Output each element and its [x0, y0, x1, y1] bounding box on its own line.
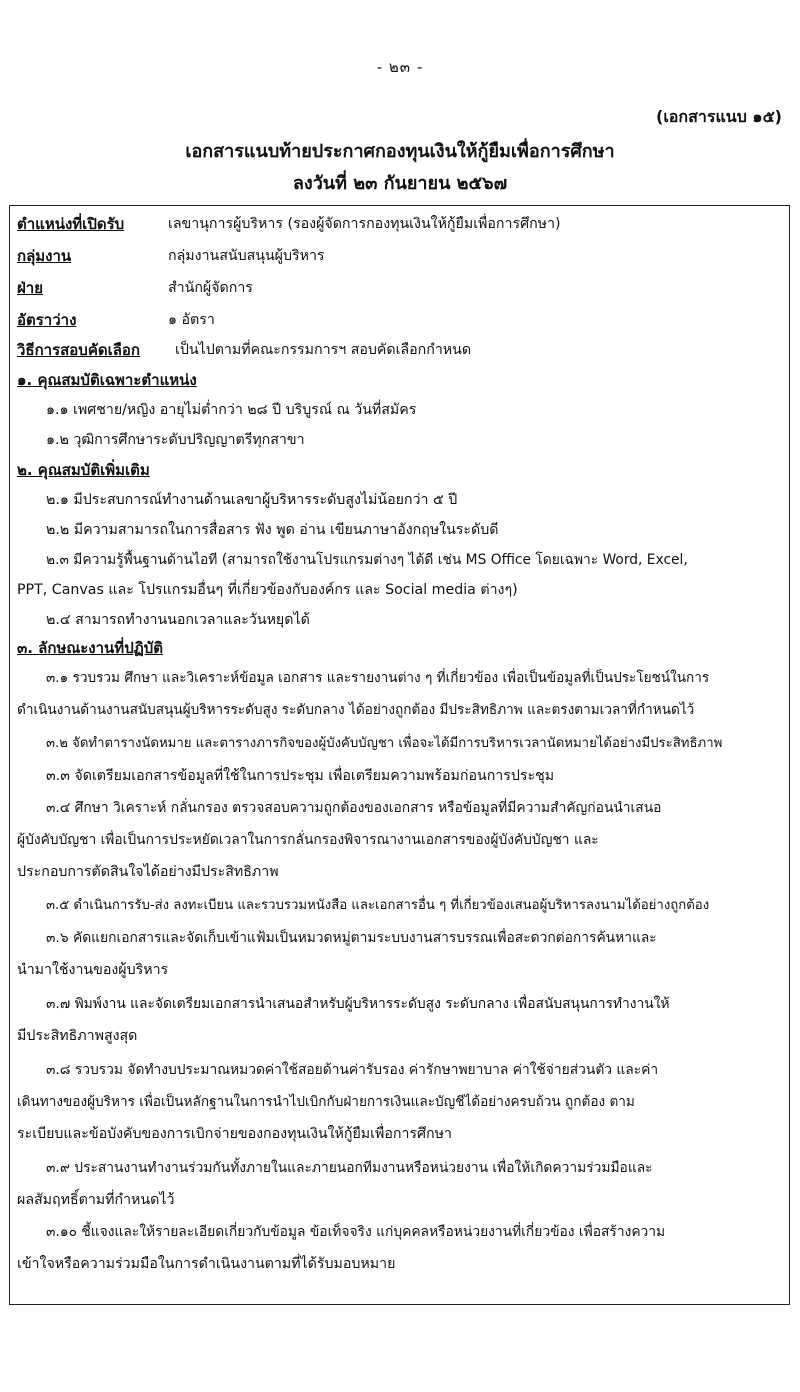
section2-item: ๒.๒ มีความสามารถในการสื่อสาร ฟัง พูด อ่าน เขียนภาษาอังกฤษในระดับดี	[46, 522, 499, 538]
vacancy-label: อัตราว่าง	[17, 311, 77, 329]
section3-item: ๓.๘ รวบรวม จัดทำงบประมาณหมวดค่าใช้สอยด้านค่ารับรอง ค่ารักษาพยาบาล ค่าใช้จ่ายส่วนตัว และค่า	[46, 1062, 659, 1078]
department-label: ฝ่าย	[17, 279, 44, 297]
document-date: ลงวันที่ ๒๓ กันยายน ๒๕๖๗	[292, 173, 508, 194]
section3-item: ๓.๔ ศึกษา วิเคราะห์ กลั่นกรอง ตรวจสอบความถูกต้องของเอกสาร หรือข้อมูลที่มีความสำคัญก่อนนำเสนอ	[46, 800, 662, 816]
section2-item: ๒.๔ สามารถทำงานนอกเวลาและวันหยุดได้	[46, 612, 310, 628]
section3-item-cont: เข้าใจหรือความร่วมมือในการดำเนินงานตามที่ได้รับมอบหมาย	[17, 1256, 396, 1272]
section2-item: ๒.๓ มีความรู้พื้นฐานด้านไอที (สามารถใช้งานโปรแกรมต่างๆ ได้ดี เช่น MS Office โดยเฉพาะ Word, Excel,	[46, 552, 688, 568]
page-number: - ๒๓ -	[376, 58, 424, 76]
vacancy-value: ๑ อัตรา	[168, 312, 215, 328]
section3-item: ๓.๗ พิมพ์งาน และจัดเตรียมเอกสารนำเสนอสำหรับผู้บริหารระดับสูง ระดับกลาง เพื่อสนับสนุนการทำงานให้	[46, 996, 670, 1012]
position-label: ตำแหน่งที่เปิดรับ	[17, 215, 125, 233]
section2-heading: ๒. คุณสมบัติเพิ่มเติม	[17, 461, 150, 479]
section3-item: ๓.๑๐ ชี้แจงและให้รายละเอียดเกี่ยวกับข้อมูล ข้อเท็จจริง แก่บุคคลหรือหน่วยงานที่เกี่ยวข้อง เพื่อสร้างความ	[46, 1224, 666, 1240]
section3-item: ๓.๓ จัดเตรียมเอกสารข้อมูลที่ใช้ในการประชุม เพื่อเตรียมความพร้อมก่อนการประชุม	[46, 768, 555, 784]
section3-item: ๓.๑ รวบรวม ศึกษา และวิเคราะห์ข้อมูล เอกสาร และรายงานต่าง ๆ ที่เกี่ยวข้อง เพื่อเป็นข้อมูลที่เป็นประโยชน์ในการ	[46, 670, 710, 686]
section3-item-cont: ประกอบการตัดสินใจได้อย่างมีประสิทธิภาพ	[17, 864, 279, 880]
section3-item: ๓.๒ จัดทำตารางนัดหมาย และตารางภารกิจของผู้บังคับบัญชา เพื่อจะได้มีการบริหารเวลานัดหมายได้อย่างมีประสิทธิภาพ	[46, 736, 723, 751]
content-frame	[9, 205, 790, 1305]
section3-item: ๓.๕ ดำเนินการรับ-ส่ง ลงทะเบียน และรวบรวมหนังสือ และเอกสารอื่น ๆ ที่เกี่ยวข้องเสนอผู้บริหารลงนามได้อย่างถูกต้อง	[46, 898, 710, 913]
section3-item-cont: ผลสัมฤทธิ์ตามที่กำหนดไว้	[17, 1192, 175, 1208]
section3-item-cont: ดำเนินงานด้านงานสนับสนุนผู้บริหารระดับสูง ระดับกลาง ได้อย่างถูกต้อง มีประสิทธิภาพ และตรงตามเวลาที่กำหนดไว้	[17, 702, 695, 718]
section3-item-cont: ระเบียบและข้อบังคับของการเบิกจ่ายของกองทุนเงินให้กู้ยืมเพื่อการศึกษา	[17, 1126, 452, 1142]
section1-item: ๑.๑ เพศชาย/หญิง อายุไม่ต่ำกว่า ๒๘ ปี บริบูรณ์ ณ วันที่สมัคร	[46, 402, 417, 418]
section2-item: ๒.๑ มีประสบการณ์ทำงานด้านเลขาผู้บริหารระดับสูงไม่น้อยกว่า ๕ ปี	[46, 492, 458, 508]
section2-item-cont: PPT, Canvas และ โปรแกรมอื่นๆ ที่เกี่ยวข้องกับองค์กร และ Social media ต่างๆ)	[17, 582, 518, 598]
selection-method-value: เป็นไปตามที่คณะกรรมการฯ สอบคัดเลือกกำหนด	[175, 342, 472, 358]
department-value: สำนักผู้จัดการ	[168, 280, 253, 296]
section1-heading: ๑. คุณสมบัติเฉพาะตำแหน่ง	[17, 371, 197, 389]
section1-item: ๑.๒ วุฒิการศึกษาระดับปริญญาตรีทุกสาขา	[46, 432, 305, 448]
section3-item-cont: มีประสิทธิภาพสูงสุด	[17, 1028, 138, 1044]
section3-item-cont: นำมาใช้งานของผู้บริหาร	[17, 962, 169, 978]
section3-item-cont: ผู้บังคับบัญชา เพื่อเป็นการประหยัดเวลาในการกลั่นกรองพิจารณางานเอกสารของผู้บังคับบัญชา และ	[17, 832, 599, 848]
section3-heading: ๓. ลักษณะงานที่ปฏิบัติ	[17, 639, 164, 657]
section3-item: ๓.๖ คัดแยกเอกสารและจัดเก็บเข้าแฟ้มเป็นหมวดหมู่ตามระบบงานสารบรรณเพื่อสะดวกต่อการค้นหาและ	[46, 930, 657, 946]
group-label: กลุ่มงาน	[17, 247, 72, 265]
section3-item: ๓.๙ ประสานงานทำงานร่วมกันทั้งภายในและภายนอกทีมงานหรือหน่วยงาน เพื่อให้เกิดความร่วมมือและ	[46, 1160, 653, 1176]
document-title: เอกสารแนบท้ายประกาศกองทุนเงินให้กู้ยืมเพื่อการศึกษา	[185, 141, 615, 162]
attachment-label: (เอกสารแนบ ๑๕)	[656, 107, 782, 126]
selection-method-label: วิธีการสอบคัดเลือก	[17, 341, 141, 359]
group-value: กลุ่มงานสนับสนุนผู้บริหาร	[168, 248, 325, 264]
section3-item-cont: เดินทางของผู้บริหาร เพื่อเป็นหลักฐานในการนำไปเบิกกับฝ่ายการเงินและบัญชีได้อย่างครบถ้วน ถูกต้อง ตาม	[17, 1094, 635, 1110]
position-value: เลขานุการผู้บริหาร (รองผู้จัดการกองทุนเงินให้กู้ยืมเพื่อการศึกษา)	[168, 216, 561, 232]
